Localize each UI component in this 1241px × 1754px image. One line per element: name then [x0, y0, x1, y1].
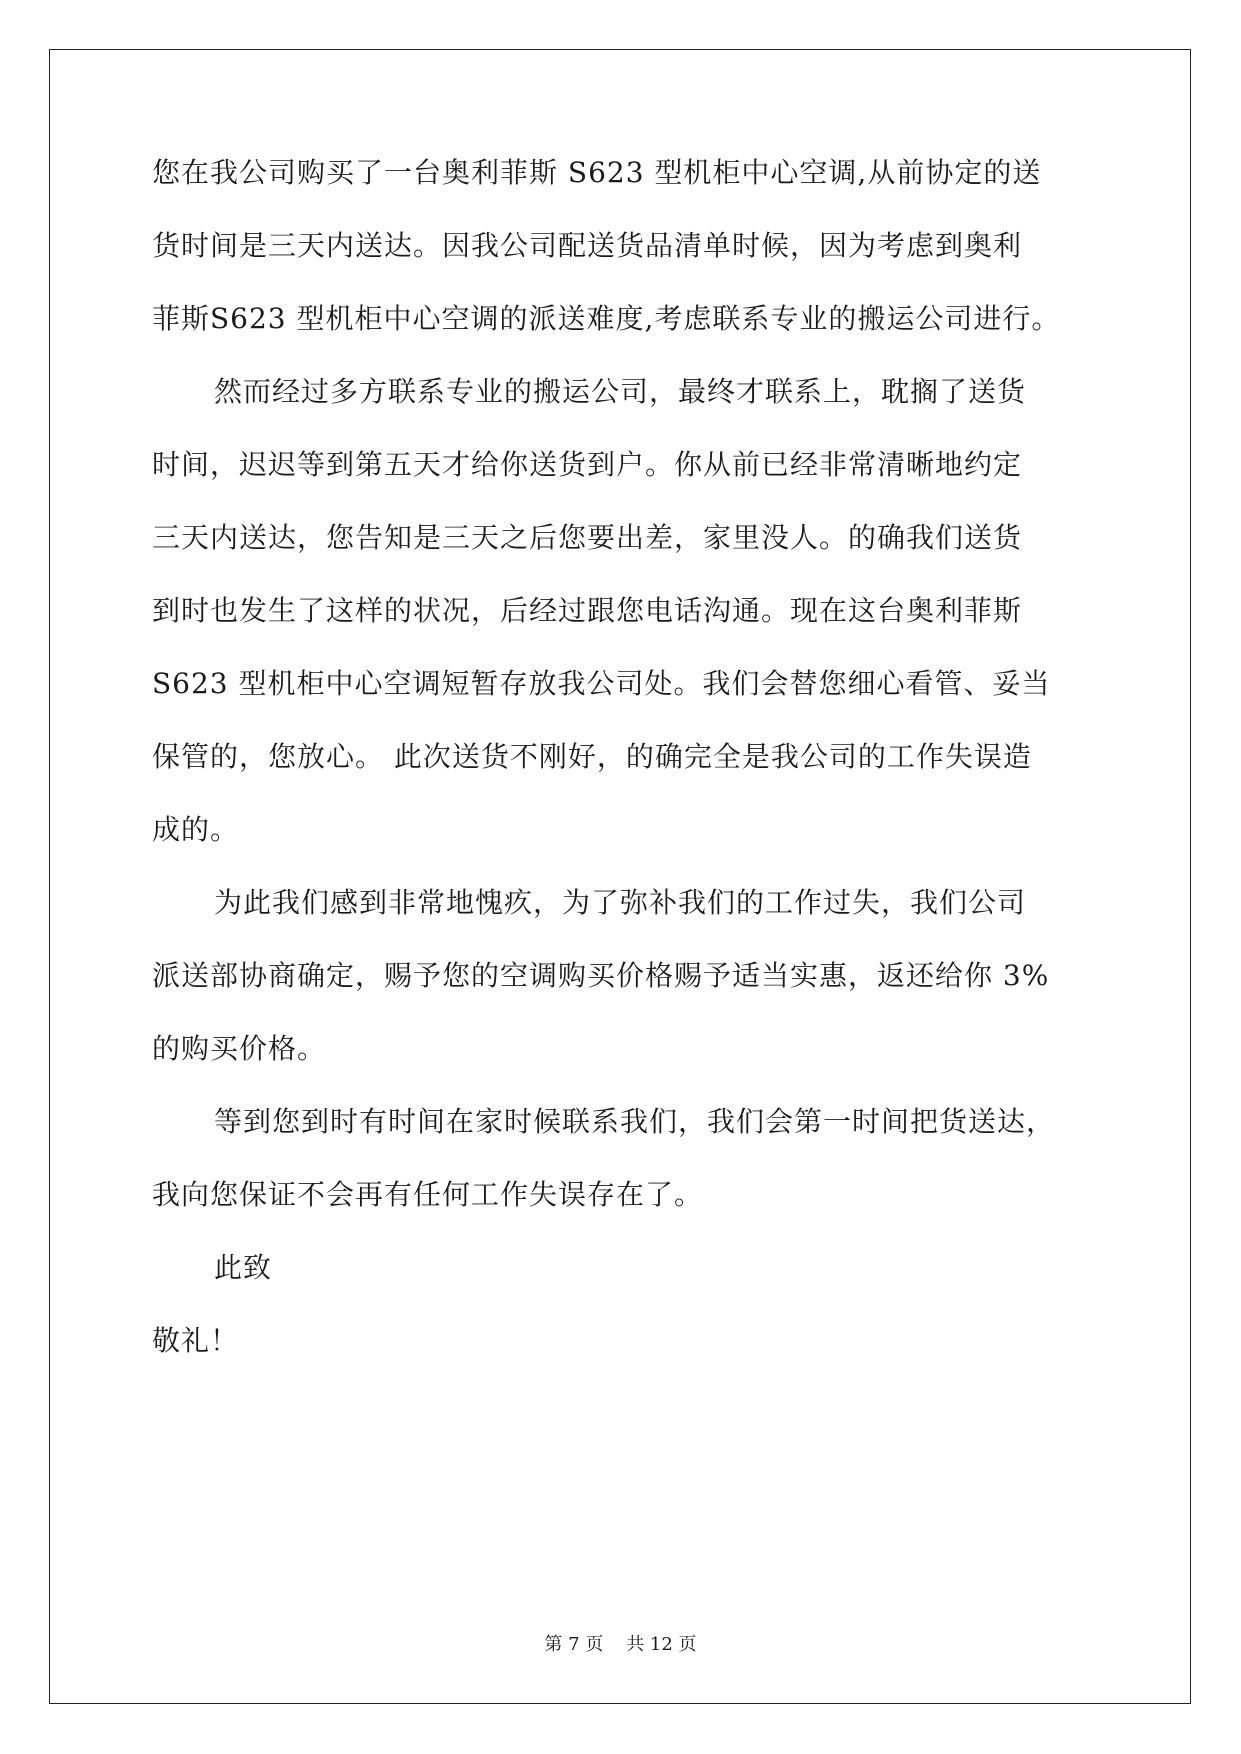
salutation-line: 此致	[214, 1251, 273, 1284]
paragraph-line: 三天内送达，您告知是三天之后您要出差，家里没人。的确我们送货	[152, 521, 1023, 554]
paragraph-line: 然而经过多方联系专业的搬运公司，最终才联系上，耽搁了送货	[214, 375, 1027, 408]
paragraph-line: 成的。	[152, 813, 240, 846]
paragraph-line: 保管的，您放心。 此次送货不刚好，的确完全是我公司的工作失误造	[152, 740, 1032, 773]
paragraph-line: 时间，迟迟等到第五天才给你送货到户。你从前已经非常清晰地约定	[152, 448, 1023, 481]
paragraph-line: 菲斯S623 型机柜中心空调的派送难度,考虑联系专业的搬运公司进行。	[152, 302, 1061, 335]
paragraph-line: 为此我们感到非常地愧疚，为了弥补我们的工作过失，我们公司	[214, 886, 1027, 919]
paragraph-line: 的购买价格。	[152, 1032, 327, 1065]
paragraph-line: 我向您保证不会再有任何工作失误存在了。	[152, 1178, 704, 1211]
paragraph-line: 货时间是三天内送达。因我公司配送货品清单时候，因为考虑到奥利	[152, 229, 1023, 262]
page-footer: 第 7 页 共 12 页	[544, 1634, 697, 1655]
page-border	[49, 49, 1191, 1704]
closing-line: 敬礼！	[152, 1324, 240, 1357]
paragraph-line: 派送部协商确定，赐予您的空调购买价格赐予适当实惠，返还给你 3%	[152, 959, 1050, 992]
paragraph-line: 到时也发生了这样的状况，后经过跟您电话沟通。现在这台奥利菲斯	[152, 594, 1023, 627]
paragraph-line: 等到您到时有时间在家时候联系我们，我们会第一时间把货送达，	[214, 1105, 1056, 1138]
paragraph-line: 您在我公司购买了一台奥利菲斯 S623 型机柜中心空调,从前协定的送	[152, 156, 1042, 189]
paragraph-line: S623 型机柜中心空调短暂存放我公司处。我们会替您细心看管、妥当	[152, 667, 1051, 700]
